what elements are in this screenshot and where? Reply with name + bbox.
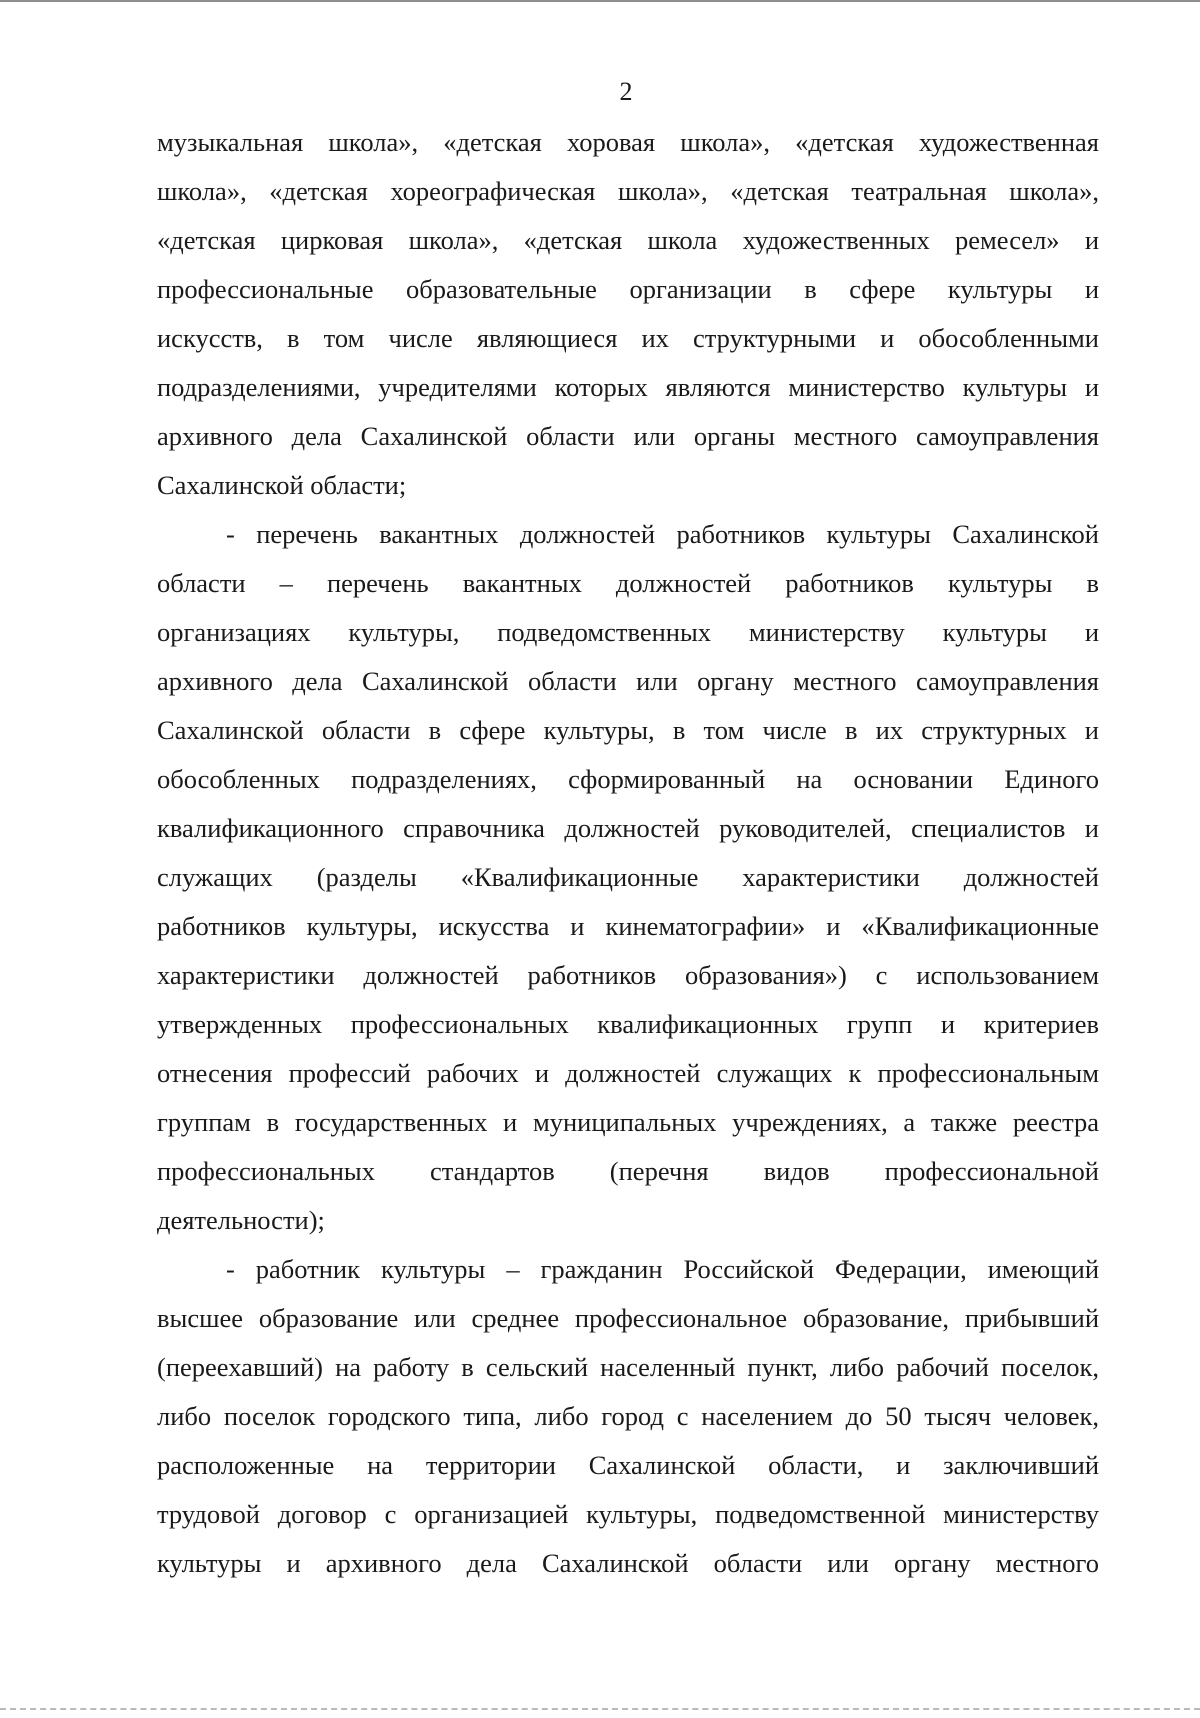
text-line: архивного дела Сахалинской области или органы местного самоуправления	[157, 421, 1099, 451]
text-line: расположенные на территории Сахалинской области, и заключивший	[157, 1450, 1099, 1480]
paragraph-first-line: - перечень вакантных должностей работников культуры Сахалинской	[226, 519, 1099, 549]
text-line: либо поселок городского типа, либо город с населением до 50 тысяч человек,	[157, 1401, 1099, 1431]
paragraph-first-line: - работник культуры – гражданин Российской Федерации, имеющий	[226, 1254, 1099, 1284]
text-line: Сахалинской области;	[157, 470, 407, 500]
text-line: работников культуры, искусства и кинематографии» и «Квалификационные	[157, 911, 1099, 941]
text-line: культуры и архивного дела Сахалинской области или органу местного	[157, 1548, 1099, 1578]
text-line: деятельности);	[157, 1205, 325, 1235]
text-line: (переехавший) на работу в сельский населенный пункт, либо рабочий поселок,	[157, 1352, 1099, 1382]
text-line: организациях культуры, подведомственных министерству культуры и	[157, 617, 1099, 647]
text-line: высшее образование или среднее профессиональное образование, прибывший	[157, 1303, 1099, 1333]
text-line: музыкальная школа», «детская хоровая школа», «детская художественная	[157, 127, 1099, 157]
text-line: обособленных подразделениях, сформированный на основании Единого	[157, 764, 1099, 794]
text-line: профессиональные образовательные организации в сфере культуры и	[157, 274, 1099, 304]
document-body	[157, 118, 1099, 1588]
text-line: служащих (разделы «Квалификационные характеристики должностей	[157, 862, 1099, 892]
page-number: 2	[619, 77, 633, 106]
text-line: Сахалинской области в сфере культуры, в том числе в их структурных и	[157, 715, 1099, 745]
text-line: квалификационного справочника должностей руководителей, специалистов и	[157, 813, 1099, 843]
text-line: искусств, в том числе являющиеся их структурными и обособленными	[157, 323, 1099, 353]
text-line: характеристики должностей работников образования») с использованием	[157, 960, 1099, 990]
page-top-edge	[0, 0, 1200, 2]
text-line: отнесения профессий рабочих и должностей служащих к профессиональным	[157, 1058, 1099, 1088]
text-line: школа», «детская хореографическая школа», «детская театральная школа»,	[157, 176, 1099, 206]
text-line: области – перечень вакантных должностей работников культуры в	[157, 568, 1099, 598]
text-line: трудовой договор с организацией культуры, подведомственной министерству	[157, 1499, 1099, 1529]
text-line: утвержденных профессиональных квалификационных групп и критериев	[157, 1009, 1099, 1039]
text-line: группам в государственных и муниципальных учреждениях, а также реестра	[157, 1107, 1099, 1137]
page-bottom-edge	[0, 1708, 1200, 1710]
text-line: подразделениями, учредителями которых являются министерство культуры и	[157, 372, 1099, 402]
text-line: «детская цирковая школа», «детская школа художественных ремесел» и	[157, 225, 1099, 255]
text-line: архивного дела Сахалинской области или органу местного самоуправления	[157, 666, 1099, 696]
text-line: профессиональных стандартов (перечня видов профессиональной	[157, 1156, 1099, 1186]
